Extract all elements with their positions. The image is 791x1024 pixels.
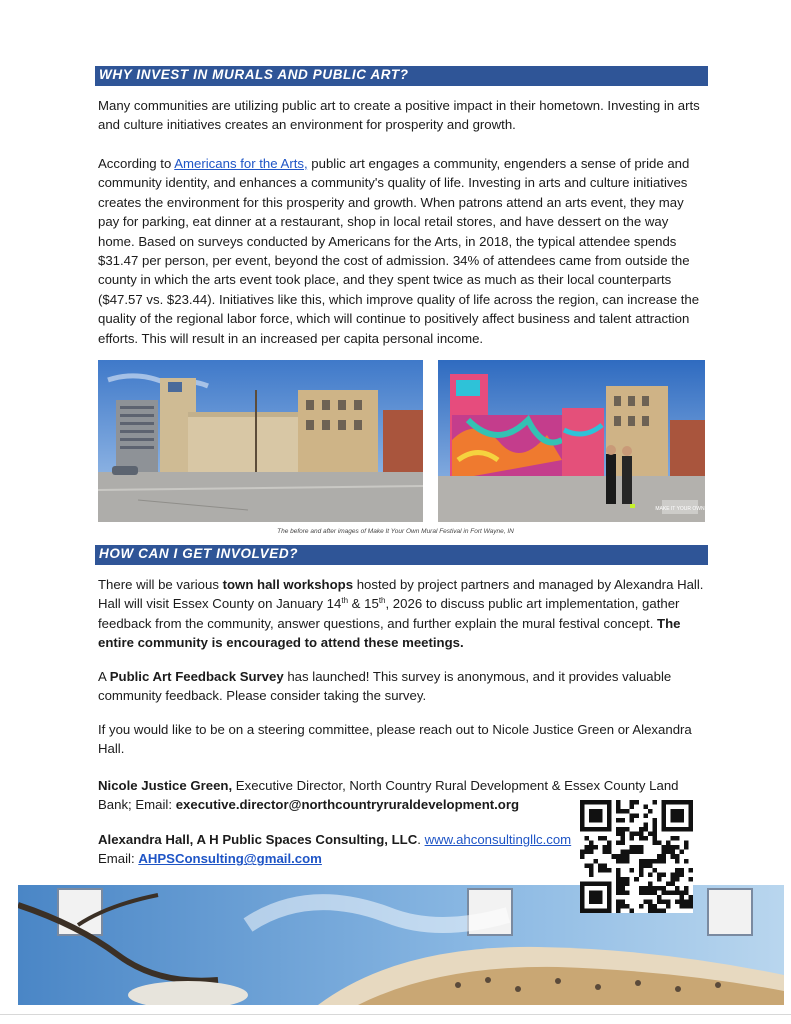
contact-email[interactable]: executive.director@northcountryruraldevelopment.org [175,797,520,813]
text-run: has launched! This survey is anonymous, and it provides valuable community feedback. Please consider taking the survey. [98,669,672,704]
survey-name-text: Public Art Feedback Survey [109,669,284,684]
americans-for-the-arts-link[interactable]: Americans for the Arts, [174,156,308,171]
contact-name: Nicole Justice Green, [98,778,233,793]
survey-paragraph [98,667,706,706]
section-header-get-involved [95,545,708,565]
bottom-divider [0,1014,791,1015]
contact-alexandra [98,830,578,869]
section-header-why-invest [95,66,708,86]
after-photo [438,360,705,522]
section-title: WHY INVEST IN MURALS AND PUBLIC ART? [99,67,409,82]
intro-paragraph: Many communities are utilizing public art to create a positive impact in their hometown. Investing in arts and culture initiatives creates an environment for prosperity and growth. [98,98,700,133]
body-prefix: According to [98,156,175,171]
contact-description: Executive Director, North Country Rural Development & Essex County Land Bank; Email: [98,778,679,813]
text-run: & 15 [348,596,379,612]
after-photo-watermark: MAKE IT YOUR OWN [655,506,705,512]
contact-name: Alexandra Hall, A H Public Spaces Consulting, LLC [98,832,418,847]
body-paragraph [98,154,706,348]
superscript: th [341,596,349,606]
community-encouraged-text: The entire community is encouraged to attend these meetings. [98,615,681,651]
text-run: There will be various [98,577,223,592]
photo-caption: The before and after images of Make It Your Own Mural Festival in Fort Wayne, IN [277,528,514,535]
email-label: Email: [98,851,139,867]
before-photo [98,360,423,522]
consulting-website-link[interactable]: www.ahconsultingllc.com [424,832,572,847]
consulting-email-link[interactable]: AHPSConsulting@gmail.com [138,851,322,867]
workshops-paragraph [98,575,706,653]
superscript: th [378,596,386,606]
text-run: A [98,669,110,684]
section-title: HOW CAN I GET INVOLVED? [99,546,299,561]
text-run: hosted by project partners and managed by Alexandra Hall. Hall will visit Essex County on January 14 [98,577,704,612]
body-rest: public art engages a community, engenders a sense of pride and community identity, and enhances a community's quality of life. Investing in arts and culture initiatives creates the environment for this prosperity and growth. When patrons attend an arts event, they may pay for parking, eat dinner at a restaurant, shop in local retail stores, and have dessert on the way home. Based on surveys conducted by Americans for the Arts, in 2018, the typical attendee spends $31.47 per person, per event, beyond the cost of admission. 34% of attendees came from outside the county in which the arts event took place, and they spent twice as much as their local counterparts ($47.57 vs. $23.44). Initiatives like this, which improve quality of life across the region, can increase the quality of the regional labor force, which will continue to positively affect business and talent attraction efforts. This will result in an increased per capita personal income. [98,156,700,346]
town-hall-workshops-text: town hall workshops [222,577,354,592]
text-run: , 2026 to discuss public art implementation, gather feedback from the community, answer questions, and further explain the mural festival concept. [98,596,680,631]
text-run: . [417,832,425,847]
steering-committee-paragraph: If you would like to be on a steering committee, please reach out to Nicole Justice Green or Alexandra Hall. [98,722,692,757]
qr-code-icon[interactable] [580,800,693,913]
